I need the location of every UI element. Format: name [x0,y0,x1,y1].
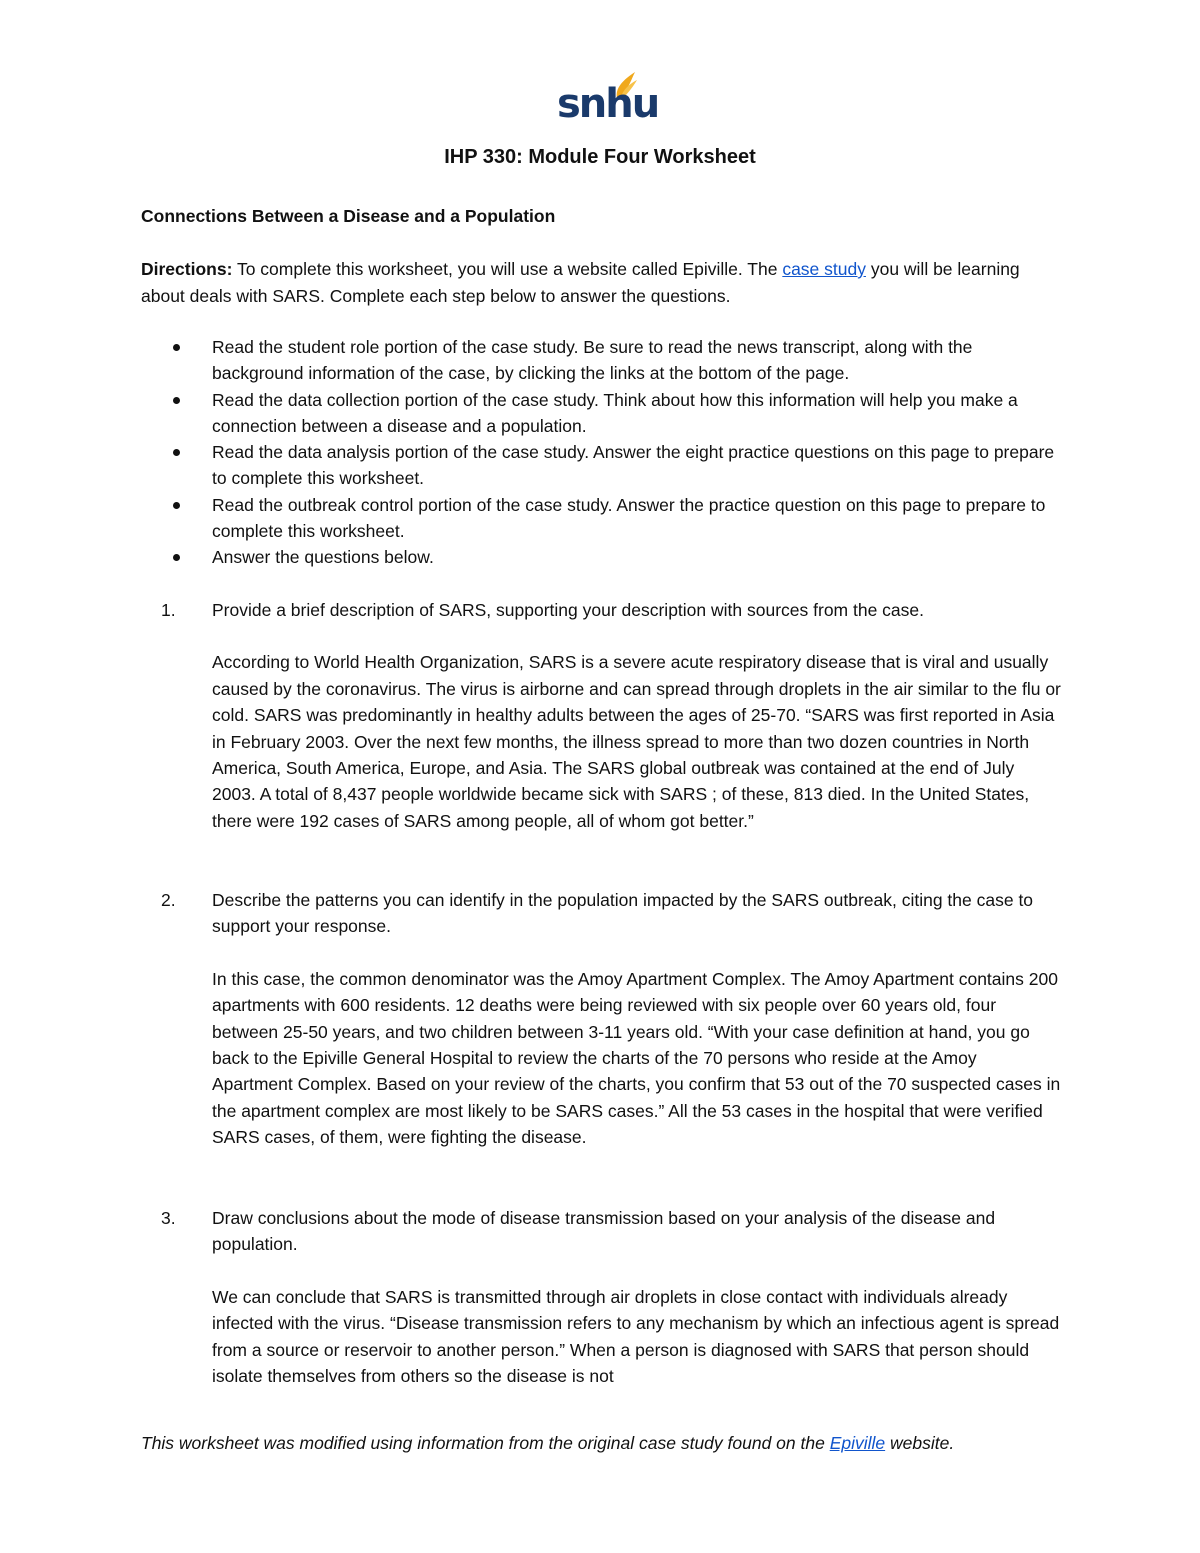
bullet-text: Read the student role portion of the case study. Be sure to read the news transcript, along with the background information of the case, by clicking the links at the bottom of the page. [212,337,973,384]
bullet-icon [173,554,180,561]
section-heading: Connections Between a Disease and a Population [141,206,556,226]
question-3 [141,1205,1061,1389]
answer-text: In this case, the common denominator was the Amoy Apartment Complex. The Amoy Apartment contains 200 apartments with 600 residents. 12 deaths were being reviewed with six people over 60 years old, four between 25-50 years, and two children between 3-11 years old. “With your case definition at hand, you go back to the Epiville General Hospital to review the charts of the 70 persons who reside at the Amoy Apartment Complex. Based on your review of the charts, you confirm that 53 out of the 70 suspected cases in the apartment complex are most likely to be SARS cases.” All the 53 cases in the hospital that were verified SARS cases, of them, were fighting the disease. [212,968,1061,1148]
question-1 [141,597,1061,834]
list-item [141,334,1061,387]
directions-text-before: To complete this worksheet, you will use a website called Epiville. The [232,259,783,279]
snhu-logo [553,70,659,132]
list-item [141,492,1061,545]
answer-text: According to World Health Organization, SARS is a severe acute respiratory disease that is viral and usually caused by the coronavirus. The virus is airborne and can spread through droplets in the air similar to the flu or cold. SARS was predominantly in healthy adults between the ages of 25-70. “SARS was first reported in Asia in February 2003. Over the next few months, the illness spread to more than two dozen countries in North America, South America, Europe, and Asia. The SARS global outbreak was contained at the end of July 2003. A total of 8,437 people worldwide became sick with SARS ; of these, 813 died. In the United States, there were 192 cases of SARS among people, all of whom got better.” [212,652,1061,831]
bullet-text: Answer the questions below. [212,547,434,568]
epiville-link[interactable]: Epiville [829,1433,886,1453]
list-item [141,544,1061,570]
bullet-text: Read the data collection portion of the case study. Think about how this information will help you make a connection between a disease and a population. [212,389,1018,436]
steps-list [141,334,1061,571]
question-number: 2. [161,890,176,910]
case-study-link[interactable]: case study [782,259,866,279]
footer-text-before: This worksheet was modified using information from the original case study found on the [141,1433,830,1453]
directions-text-after: you will be learning about deals with SARS. Complete each step below to answer the questions. [141,259,1020,306]
bullet-text: Read the data analysis portion of the case study. Answer the eight practice questions on this page to prepare to complete this worksheet. [212,442,1055,489]
question-number: 1. [161,600,176,620]
footer-text-after: website. [885,1433,955,1453]
footer-note [141,1430,1041,1457]
question-number: 3. [161,1208,176,1228]
directions-paragraph [141,256,1061,309]
bullet-text: Read the outbreak control portion of the case study. Answer the practice question on this page to prepare to complete this worksheet. [212,494,1046,542]
question-2 [141,887,1061,1151]
question-text: Draw conclusions about the mode of disease transmission based on your analysis of the disease and population. [212,1208,996,1255]
directions-label: Directions: [141,259,233,279]
question-text: Provide a brief description of SARS, supporting your description with sources from the case. [212,600,925,620]
bullet-icon [173,502,180,509]
question-text: Describe the patterns you can identify in the population impacted by the SARS outbreak, citing the case to support your response. [212,890,1034,937]
bullet-icon [173,449,180,456]
bullet-icon [173,344,180,351]
logo-text: snhu [557,81,659,127]
list-item [141,439,1061,492]
answer-text: We can conclude that SARS is transmitted through air droplets in close contact with individuals already infected with the virus. “Disease transmission refers to any mechanism by which an infectious agent is spread from a source or reservoir to another person.” When a person is diagnosed with SARS that person should isolate themselves from others so the disease is not [212,1286,1060,1387]
bullet-icon [173,397,180,404]
page-title: IHP 330: Module Four Worksheet [444,146,756,168]
list-item [141,387,1061,440]
